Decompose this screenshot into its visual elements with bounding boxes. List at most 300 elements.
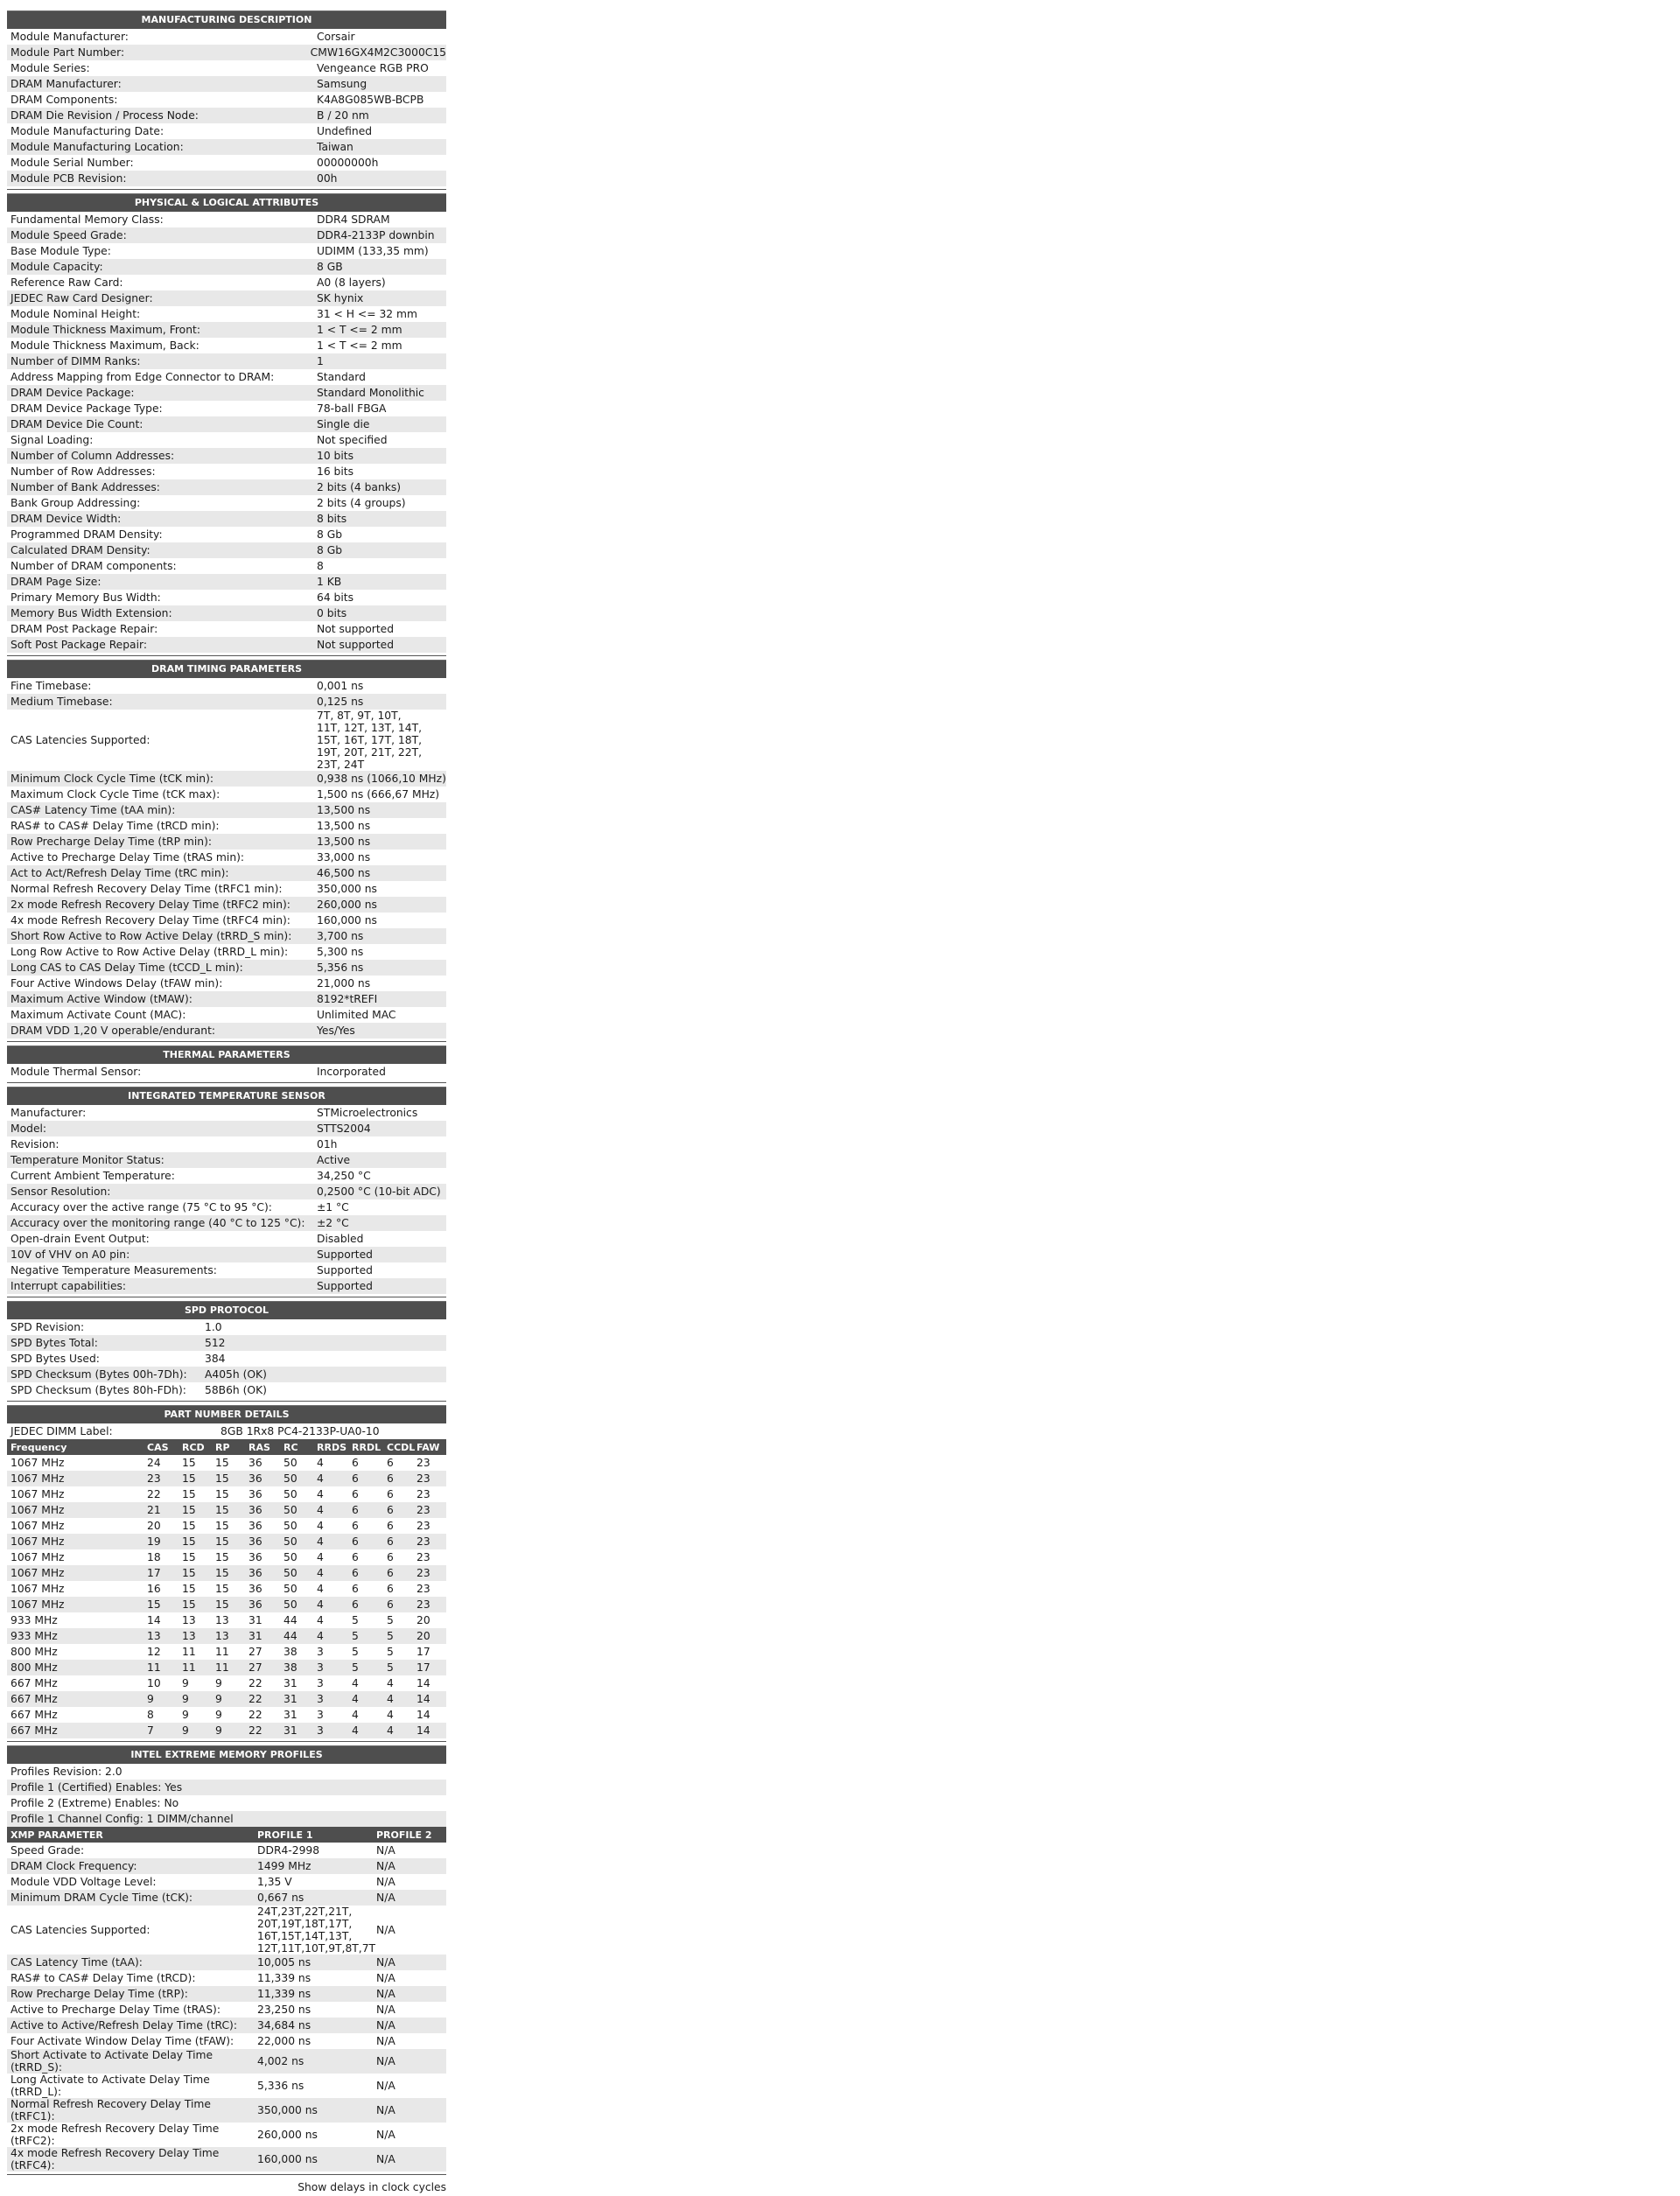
row-label: Short Row Active to Row Active Delay (tRRD_S min):: [10, 930, 292, 942]
table-row: [7, 1628, 446, 1644]
table-cell: Normal Refresh Recovery Delay Time (tRFC1):: [10, 2098, 211, 2123]
table-row: [7, 928, 446, 944]
row-label: DRAM Components:: [10, 94, 118, 106]
table-cell: 9: [182, 1677, 189, 1689]
table-cell: 14: [416, 1693, 430, 1705]
table-cell: 6: [387, 1488, 394, 1500]
table-cell: 1,35 V: [257, 1876, 292, 1888]
table-cell: 933 MHz: [10, 1630, 58, 1642]
table-cell: 5: [352, 1614, 359, 1626]
table-cell: 16: [147, 1583, 161, 1595]
table-cell: Active to Precharge Delay Time (tRAS):: [10, 2004, 220, 2016]
section-header: THERMAL PARAMETERS: [7, 1046, 446, 1064]
table-cell: 4: [387, 1693, 394, 1705]
row-value: Active: [317, 1154, 351, 1166]
table-cell: 50: [284, 1520, 298, 1532]
show-delays-link[interactable]: Show delays in clock cycles: [298, 2181, 446, 2193]
row-label: Module Speed Grade:: [10, 229, 127, 241]
table-cell: 7: [147, 1724, 154, 1737]
row-value: 8 bits: [317, 513, 347, 525]
table-row: [7, 1691, 446, 1707]
table-cell: 5: [352, 1646, 359, 1658]
table-cell: 1067 MHz: [10, 1598, 65, 1611]
table-row: [7, 1382, 446, 1398]
table-row: [7, 416, 446, 432]
table-cell: 6: [387, 1535, 394, 1548]
table-row: [7, 2018, 446, 2033]
row-label: DRAM Die Revision / Process Node:: [10, 109, 199, 122]
row-label: 2x mode Refresh Recovery Delay Time (tRFC2 min):: [10, 899, 290, 911]
column-header: PROFILE 2: [376, 1829, 432, 1841]
row-value: 34,250 °C: [317, 1170, 371, 1182]
table-cell: 15: [215, 1567, 229, 1579]
table-row: [7, 850, 446, 865]
row-value: 0 bits: [317, 607, 347, 619]
table-cell: 27: [248, 1646, 262, 1658]
table-cell: 6: [387, 1551, 394, 1563]
row-value: Not supported: [317, 639, 395, 651]
row-value: 2 bits (4 banks): [317, 481, 402, 493]
row-value: Incorporated: [317, 1066, 386, 1078]
table-cell: 50: [284, 1583, 298, 1595]
table-cell: 11: [215, 1661, 229, 1674]
table-cell: 15: [215, 1472, 229, 1485]
row-value: 64 bits: [317, 591, 354, 604]
column-header: RAS: [248, 1441, 270, 1453]
row-value: SK hynix: [317, 292, 364, 304]
row-label: Reference Raw Card:: [10, 276, 123, 289]
row-label: Module Series:: [10, 62, 90, 74]
table-cell: 36: [248, 1488, 262, 1500]
table-cell: 6: [352, 1504, 359, 1516]
table-cell: N/A: [376, 2153, 396, 2165]
table-row: [7, 976, 446, 991]
table-cell: 3: [317, 1677, 324, 1689]
table-cell: 15: [182, 1472, 196, 1485]
table-row: [7, 1764, 446, 1780]
row-label: Four Active Windows Delay (tFAW min):: [10, 977, 223, 990]
table-cell: 23: [416, 1535, 430, 1548]
row-label: Negative Temperature Measurements:: [10, 1264, 217, 1276]
row-value: Single die: [317, 418, 370, 430]
table-cell: 6: [387, 1598, 394, 1611]
table-cell: 23: [416, 1488, 430, 1500]
table-cell: 3: [317, 1646, 324, 1658]
table-row: [7, 834, 446, 850]
table-cell: 15: [215, 1583, 229, 1595]
row-value: Taiwan: [317, 141, 354, 153]
table-row: [7, 1890, 446, 1906]
table-cell: 24T,23T,22T,21T, 20T,19T,18T,17T, 16T,15T,14T,13T, 12T,11T,10T,9T,8T,7T: [257, 1906, 376, 1955]
table-row: [7, 448, 446, 464]
table-row: [7, 123, 446, 139]
row-value: 1 KB: [317, 576, 342, 588]
table-row: [7, 1247, 446, 1262]
row-label: Module Thickness Maximum, Front:: [10, 324, 200, 336]
table-cell: 9: [182, 1709, 189, 1721]
section-header: PART NUMBER DETAILS: [7, 1405, 446, 1423]
row-label: Bank Group Addressing:: [10, 497, 141, 509]
row-label: DRAM Post Package Repair:: [10, 623, 158, 635]
table-cell: 15: [182, 1583, 196, 1595]
table-row: [7, 1152, 446, 1168]
table-cell: 27: [248, 1661, 262, 1674]
table-cell: 15: [182, 1504, 196, 1516]
table-cell: 23: [416, 1457, 430, 1469]
row-value: 8192*tREFI: [317, 993, 378, 1005]
table-cell: 50: [284, 1472, 298, 1485]
table-cell: 20: [416, 1614, 430, 1626]
table-row: [7, 243, 446, 259]
table-cell: N/A: [376, 2019, 396, 2032]
table-row: [7, 1986, 446, 2002]
row-label: DRAM Manufacturer:: [10, 78, 122, 90]
table-cell: 10,005 ns: [257, 1956, 312, 1969]
table-cell: 667 MHz: [10, 1677, 58, 1689]
table-cell: CAS Latency Time (tAA):: [10, 1956, 143, 1969]
section-header: SPD PROTOCOL: [7, 1301, 446, 1319]
row-label: DRAM Device Package Type:: [10, 402, 163, 415]
spd-report: [7, 10, 446, 2196]
row-label: Calculated DRAM Density:: [10, 544, 150, 556]
table-cell: 6: [352, 1520, 359, 1532]
table-cell: 21: [147, 1504, 161, 1516]
table-row: [7, 1023, 446, 1039]
table-row: [7, 1319, 446, 1335]
table-cell: 23: [416, 1472, 430, 1485]
table-row: [7, 605, 446, 621]
table-row: [7, 818, 446, 834]
row-label: SPD Bytes Total:: [10, 1337, 98, 1349]
row-label: Module Part Number:: [10, 46, 125, 59]
row-label: Soft Post Package Repair:: [10, 639, 147, 651]
table-cell: 15: [182, 1520, 196, 1532]
table-cell: 9: [215, 1724, 222, 1737]
table-cell: Minimum DRAM Cycle Time (tCK):: [10, 1892, 193, 1904]
row-label: 10V of VHV on A0 pin:: [10, 1248, 130, 1261]
row-value: 21,000 ns: [317, 977, 371, 990]
table-cell: 31: [284, 1709, 298, 1721]
table-row: [7, 1215, 446, 1231]
table-cell: N/A: [376, 2004, 396, 2016]
table-cell: 15: [182, 1457, 196, 1469]
row-value: STTS2004: [317, 1122, 371, 1135]
row-value: 5,356 ns: [317, 962, 364, 974]
table-row: [7, 1858, 446, 1874]
table-cell: 14: [416, 1724, 430, 1737]
table-row: [7, 1486, 446, 1502]
table-row: [7, 1843, 446, 1858]
table-cell: 10: [147, 1677, 161, 1689]
table-cell: CAS Latencies Supported:: [10, 1924, 150, 1936]
row-value: 31 < H <= 32 mm: [317, 308, 417, 320]
table-cell: 9: [182, 1724, 189, 1737]
section-header: MANUFACTURING DESCRIPTION: [7, 10, 446, 29]
row-value: Not supported: [317, 623, 395, 635]
table-cell: 4: [317, 1535, 324, 1548]
table-cell: 1067 MHz: [10, 1567, 65, 1579]
table-cell: 23,250 ns: [257, 2004, 312, 2016]
table-row: [7, 1660, 446, 1675]
table-cell: 800 MHz: [10, 1661, 58, 1674]
table-cell: 34,684 ns: [257, 2019, 312, 2032]
row-label: Module Manufacturer:: [10, 31, 129, 43]
table-cell: 5: [387, 1646, 394, 1658]
row-label: DRAM Device Width:: [10, 513, 122, 525]
row-label: Accuracy over the monitoring range (40 °C to 125 °C):: [10, 1217, 305, 1229]
table-cell: 36: [248, 1598, 262, 1611]
section-header: PHYSICAL & LOGICAL ATTRIBUTES: [7, 193, 446, 212]
table-cell: 36: [248, 1551, 262, 1563]
table-cell: 15: [215, 1551, 229, 1563]
table-cell: 11: [147, 1661, 161, 1674]
table-row: [7, 60, 446, 76]
table-row: [7, 139, 446, 155]
row-label: Profile 2 (Extreme) Enables: No: [10, 1797, 179, 1809]
table-cell: N/A: [376, 1924, 396, 1936]
section-header: INTEGRATED TEMPERATURE SENSOR: [7, 1087, 446, 1105]
row-value: UDIMM (133,35 mm): [317, 245, 429, 257]
table-row: [7, 1723, 446, 1738]
row-value: 5,300 ns: [317, 946, 364, 958]
table-cell: 50: [284, 1457, 298, 1469]
table-row: [7, 479, 446, 495]
row-label: Module Capacity:: [10, 261, 103, 273]
row-label: Module Nominal Height:: [10, 308, 141, 320]
table-row: [7, 353, 446, 369]
column-header: Frequency: [10, 1441, 67, 1453]
row-label: Module Manufacturing Location:: [10, 141, 184, 153]
table-cell: 15: [182, 1488, 196, 1500]
table-cell: 19: [147, 1535, 161, 1548]
row-label: Act to Act/Refresh Delay Time (tRC min):: [10, 867, 229, 879]
table-cell: 38: [284, 1646, 298, 1658]
table-row: [7, 2002, 446, 2018]
row-value: 1: [317, 355, 324, 367]
column-header: RP: [215, 1441, 230, 1453]
table-cell: 4: [352, 1724, 359, 1737]
table-cell: 667 MHz: [10, 1709, 58, 1721]
table-cell: RAS# to CAS# Delay Time (tRCD):: [10, 1972, 196, 1984]
table-cell: 6: [387, 1457, 394, 1469]
table-cell: 36: [248, 1535, 262, 1548]
row-value: 512: [205, 1337, 226, 1349]
table-cell: 22: [248, 1709, 262, 1721]
table-cell: 23: [416, 1520, 430, 1532]
table-row: [7, 275, 446, 290]
table-row: [7, 1231, 446, 1247]
row-label: Manufacturer:: [10, 1107, 87, 1119]
table-cell: 12: [147, 1646, 161, 1658]
table-cell: 9: [147, 1693, 154, 1705]
table-row: [7, 432, 446, 448]
table-row: [7, 1105, 446, 1121]
row-value: 0,001 ns: [317, 680, 364, 692]
table-row: [7, 1184, 446, 1199]
row-label: Maximum Active Window (tMAW):: [10, 993, 192, 1005]
table-cell: Row Precharge Delay Time (tRP):: [10, 1988, 188, 2000]
row-value: 0,938 ns (1066,10 MHz): [317, 773, 446, 785]
table-cell: 1067 MHz: [10, 1488, 65, 1500]
row-value: Corsair: [317, 31, 355, 43]
table-cell: Long Activate to Activate Delay Time (tRRD_L):: [10, 2074, 210, 2098]
row-label: SPD Revision:: [10, 1321, 85, 1333]
table-cell: 1499 MHz: [257, 1860, 312, 1872]
table-row: [7, 227, 446, 243]
table-row: [7, 1136, 446, 1152]
column-header: RRDS: [317, 1441, 346, 1453]
table-cell: 1067 MHz: [10, 1504, 65, 1516]
table-row: [7, 45, 446, 60]
row-label: Maximum Activate Count (MAC):: [10, 1009, 186, 1021]
table-cell: 31: [284, 1677, 298, 1689]
table-row: [7, 771, 446, 787]
table-cell: 23: [416, 1583, 430, 1595]
row-value: 58B6h (OK): [205, 1384, 267, 1396]
row-label: DRAM VDD 1,20 V operable/endurant:: [10, 1025, 216, 1037]
row-label: Fundamental Memory Class:: [10, 213, 164, 226]
row-label: Address Mapping from Edge Connector to DRAM:: [10, 371, 275, 383]
table-cell: 18: [147, 1551, 161, 1563]
table-cell: 17: [416, 1646, 430, 1658]
table-row: [7, 527, 446, 542]
table-cell: 4: [317, 1457, 324, 1469]
table-cell: 31: [284, 1724, 298, 1737]
row-value: CMW16GX4M2C3000C15: [310, 46, 446, 59]
table-row: [7, 92, 446, 108]
row-value: 8 Gb: [317, 528, 343, 541]
table-cell: 9: [182, 1693, 189, 1705]
table-cell: 5: [387, 1630, 394, 1642]
row-label: Number of Column Addresses:: [10, 450, 175, 462]
column-header: PROFILE 1: [257, 1829, 313, 1841]
row-value: Supported: [317, 1264, 373, 1276]
table-row: [7, 464, 446, 479]
table-cell: N/A: [376, 1956, 396, 1969]
table-row: [7, 1597, 446, 1612]
row-label: Minimum Clock Cycle Time (tCK min):: [10, 773, 214, 785]
table-row: [7, 787, 446, 802]
table-cell: 24: [147, 1457, 161, 1469]
table-cell: DRAM Clock Frequency:: [10, 1860, 137, 1872]
row-value: Samsung: [317, 78, 368, 90]
table-row: [7, 637, 446, 653]
row-value: 13,500 ns: [317, 836, 371, 848]
table-cell: 50: [284, 1535, 298, 1548]
row-value: 16 bits: [317, 465, 354, 478]
table-cell: 11: [182, 1661, 196, 1674]
table-cell: 5: [352, 1630, 359, 1642]
table-cell: 17: [416, 1661, 430, 1674]
table-cell: 3: [317, 1661, 324, 1674]
table-row: [7, 1644, 446, 1660]
table-cell: 6: [352, 1472, 359, 1485]
table-row: [7, 1423, 446, 1439]
table-row: [7, 1581, 446, 1597]
table-row: [7, 401, 446, 416]
table-row: [7, 1351, 446, 1367]
table-row: [7, 369, 446, 385]
table-row: [7, 1455, 446, 1471]
table-row: [7, 897, 446, 913]
table-cell: N/A: [376, 2080, 396, 2092]
row-label: Sensor Resolution:: [10, 1185, 111, 1198]
table-row: [7, 385, 446, 401]
row-label: Open-drain Event Output:: [10, 1233, 150, 1245]
row-label: Signal Loading:: [10, 434, 94, 446]
row-value: 8GB 1Rx8 PC4-2133P-UA0-10: [220, 1425, 380, 1437]
row-label: Profile 1 (Certified) Enables: Yes: [10, 1781, 183, 1794]
table-row: [7, 29, 446, 45]
table-cell: 4: [352, 1709, 359, 1721]
table-row: [7, 1262, 446, 1278]
table-row: [7, 76, 446, 92]
row-value: 33,000 ns: [317, 851, 371, 864]
row-value: Vengeance RGB PRO: [317, 62, 429, 74]
table-cell: 15: [182, 1598, 196, 1611]
table-cell: 667 MHz: [10, 1724, 58, 1737]
row-value: 13,500 ns: [317, 820, 371, 832]
xmp-table-header: [7, 1827, 446, 1843]
row-label: Medium Timebase:: [10, 696, 113, 708]
table-cell: 800 MHz: [10, 1646, 58, 1658]
table-cell: 50: [284, 1567, 298, 1579]
table-cell: 50: [284, 1504, 298, 1516]
footer: [7, 2179, 446, 2196]
row-label: DRAM Device Die Count:: [10, 418, 144, 430]
row-value: 1.0: [205, 1321, 222, 1333]
table-cell: 22: [248, 1724, 262, 1737]
row-label: Number of Row Addresses:: [10, 465, 156, 478]
table-cell: 350,000 ns: [257, 2104, 318, 2116]
table-cell: 36: [248, 1472, 262, 1485]
row-label: Temperature Monitor Status:: [10, 1154, 164, 1166]
table-row: [7, 913, 446, 928]
row-label: Accuracy over the active range (75 °C to 95 °C):: [10, 1201, 272, 1213]
table-row: [7, 2074, 446, 2098]
row-value: DDR4-2133P downbin: [317, 229, 435, 241]
table-row: [7, 108, 446, 123]
row-value: 1 < T <= 2 mm: [317, 324, 402, 336]
row-label: Number of DRAM components:: [10, 560, 177, 572]
table-row: [7, 1874, 446, 1890]
table-cell: 15: [182, 1567, 196, 1579]
table-cell: 17: [147, 1567, 161, 1579]
table-cell: Active to Active/Refresh Delay Time (tRC):: [10, 2019, 237, 2032]
table-cell: 2x mode Refresh Recovery Delay Time (tRFC2):: [10, 2123, 220, 2147]
table-cell: 6: [352, 1535, 359, 1548]
column-header: RRDL: [352, 1441, 382, 1453]
table-row: [7, 881, 446, 897]
table-cell: 4: [317, 1520, 324, 1532]
table-cell: 23: [416, 1598, 430, 1611]
row-label: Long CAS to CAS Delay Time (tCCD_L min):: [10, 962, 243, 974]
table-cell: 6: [387, 1504, 394, 1516]
table-cell: 11,339 ns: [257, 1972, 312, 1984]
table-cell: 1067 MHz: [10, 1457, 65, 1469]
table-cell: 31: [284, 1693, 298, 1705]
table-cell: 3: [317, 1709, 324, 1721]
table-cell: N/A: [376, 1860, 396, 1872]
table-row: [7, 621, 446, 637]
table-cell: N/A: [376, 2104, 396, 2116]
row-value: 8 GB: [317, 261, 343, 273]
row-value: 384: [205, 1353, 226, 1365]
table-row: [7, 2098, 446, 2123]
table-row: [7, 944, 446, 960]
table-cell: N/A: [376, 1988, 396, 2000]
table-cell: 4: [387, 1677, 394, 1689]
